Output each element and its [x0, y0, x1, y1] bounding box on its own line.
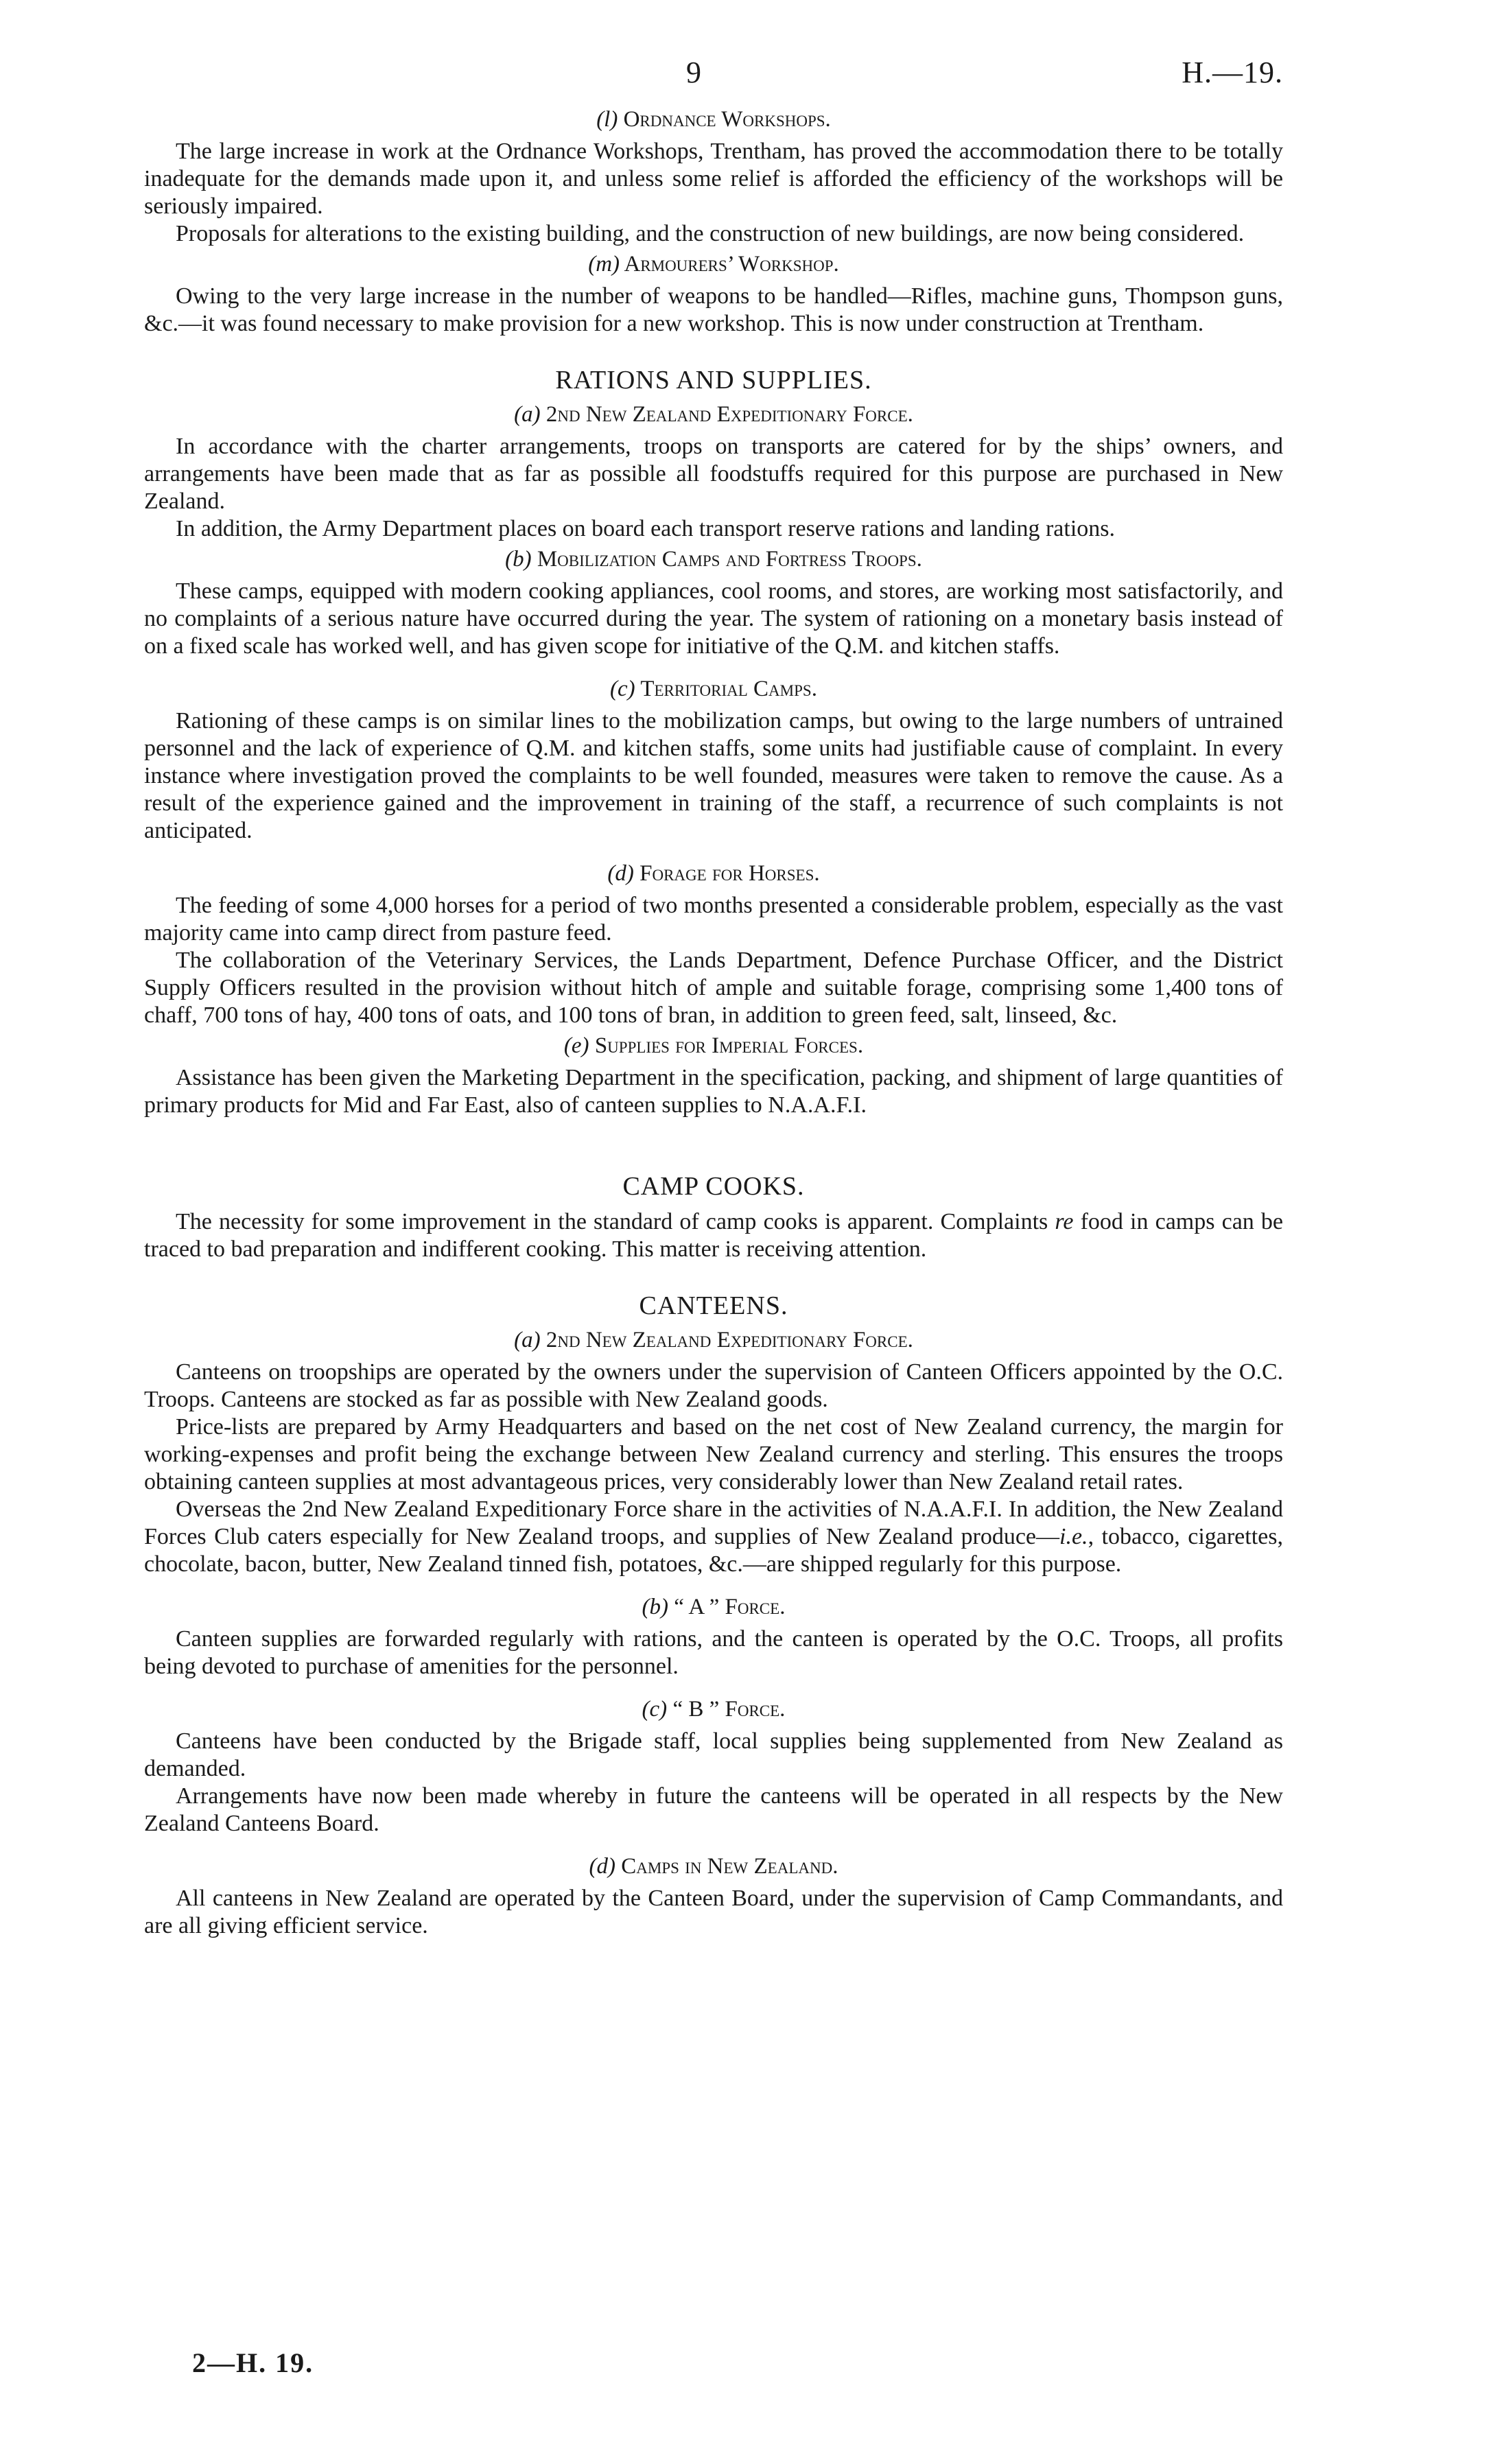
- section-heading-camp-cooks: CAMP COOKS.: [622, 1172, 805, 1201]
- subheading-armourers-workshop: (m) Armourers’ Workshop.: [588, 252, 839, 277]
- paragraph: These camps, equipped with modern cooking appliances, cool rooms, and stores, are working most satisfactorily, and no complaints of a serious nature have occurred during the year. The system of rationing on a monetary basis instead of on a fixed scale has worked well, and has given scope for initiative of the Q.M. and kitchen staffs.: [144, 578, 1283, 659]
- section-heading-canteens: CANTEENS.: [639, 1291, 788, 1320]
- paragraph: Canteens on troopships are operated by the owners under the supervision of Canteen Officers appointed by the O.C. Troops. Canteens are stocked as far as possible with New Zealand goods.: [144, 1359, 1283, 1412]
- paragraph: The feeding of some 4,000 horses for a period of two months presented a considerable problem, especially as the vast majority came into camp direct from pasture feed.: [144, 893, 1283, 946]
- subheading-camps-nz: (d) Camps in New Zealand.: [589, 1854, 838, 1879]
- subheading-forage-horses: (d) Forage for Horses.: [607, 861, 820, 886]
- subheading-mobilization-camps: (b) Mobilization Camps and Fortress Troops.: [505, 547, 922, 572]
- paragraph: In addition, the Army Department places on board each transport reserve rations and landing rations.: [176, 516, 1116, 541]
- paragraph: Canteen supplies are forwarded regularly with rations, and the canteen is operated by the O.C. Troops, all profits being devoted to purchase of amenities for the personnel.: [144, 1626, 1283, 1679]
- paragraph: Arrangements have now been made whereby in future the canteens will be operated in all respects by the New Zealand Canteens Board.: [144, 1783, 1283, 1836]
- subheading-territorial-camps: (c) Territorial Camps.: [610, 677, 817, 701]
- report-reference: H.—19.: [1182, 56, 1283, 89]
- paragraph: In accordance with the charter arrangements, troops on transports are catered for by the ships’ owners, and arrangements have been made that as far as possible all foodstuffs required for this purpose are purchased in New Zealand.: [144, 434, 1283, 514]
- paragraph: Price-lists are prepared by Army Headquarters and based on the net cost of New Zealand currency, the margin for working-expenses and profit being the exchange between New Zealand currency and sterling. This ensures the troops obtaining canteen supplies at most advantageous prices, very considerably lower than New Zealand retail rates.: [144, 1414, 1283, 1494]
- section-heading-rations: RATIONS AND SUPPLIES.: [555, 366, 872, 395]
- paragraph: The large increase in work at the Ordnance Workshops, Trentham, has proved the accommodation there to be totally inadequate for the demands made upon it, and unless some relief is afforded the efficiency of the workshops will be seriously impaired.: [144, 139, 1283, 219]
- page-number: 9: [686, 56, 701, 89]
- subheading-imperial-forces: (e) Supplies for Imperial Forces.: [563, 1033, 864, 1058]
- paragraph: Canteens have been conducted by the Brigade staff, local supplies being supplemented from New Zealand as demanded.: [144, 1728, 1283, 1781]
- paragraph: Proposals for alterations to the existing building, and the construction of new buildings, are now being considered.: [176, 221, 1245, 246]
- paragraph: Overseas the 2nd New Zealand Expeditionary Force share in the activities of N.A.A.F.I. In addition, the New Zealand Forces Club caters especially for New Zealand troops, and supplies of New Zealand produce—i.e., tobacco, cigarettes, chocolate, bacon, butter, New Zealand tinned fish, potatoes, &c.—are shipped regularly for this purpose.: [144, 1497, 1283, 1577]
- paragraph: Rationing of these camps is on similar lines to the mobilization camps, but owing to the large numbers of untrained personnel and the lack of experience of Q.M. and kitchen staffs, some units had justifiable cause of complaint. In every instance where investigation proved the complaints to be well founded, measures were taken to remove the cause. As a result of the experience gained and the improvement in training of the staff, a recurrence of such complaints is not anticipated.: [144, 708, 1283, 843]
- subheading-b-force: (c) “ B ” Force.: [642, 1697, 786, 1722]
- subheading-canteens-nzef: (a) 2nd New Zealand Expeditionary Force.: [514, 1328, 913, 1352]
- subheading-rations-nzef: (a) 2nd New Zealand Expeditionary Force.: [514, 402, 913, 427]
- subheading-ordnance-workshops: (l) Ordnance Workshops.: [596, 107, 831, 132]
- subheading-a-force: (b) “ A ” Force.: [642, 1595, 786, 1619]
- paragraph: Assistance has been given the Marketing Department in the specification, packing, and shipment of large quantities of primary products for Mid and Far East, also of canteen supplies to N.A.A.F.I.: [144, 1065, 1283, 1118]
- footer-signature: 2—H. 19.: [192, 2347, 314, 2378]
- paragraph: Owing to the very large increase in the number of weapons to be handled—Rifles, machine guns, Thompson guns, &c.—it was found necessary to make provision for a new workshop. This is now under construction at Trentham.: [144, 283, 1283, 336]
- paragraph: All canteens in New Zealand are operated by the Canteen Board, under the supervision of Camp Commandants, and are all giving efficient service.: [144, 1886, 1283, 1938]
- paragraph: The necessity for some improvement in the standard of camp cooks is apparent. Complaints re food in camps can be traced to bad preparation and indifferent cooking. This matter is receiving attention.: [144, 1209, 1283, 1262]
- paragraph: The collaboration of the Veterinary Services, the Lands Department, Defence Purchase Officer, and the District Supply Officers resulted in the provision without hitch of ample and suitable forage, comprising some 1,400 tons of chaff, 700 tons of hay, 400 tons of oats, and 100 tons of bran, in addition to green feed, salt, linseed, &c.: [144, 948, 1283, 1028]
- page-header: [144, 55, 1283, 103]
- document-page: [144, 55, 1283, 1940]
